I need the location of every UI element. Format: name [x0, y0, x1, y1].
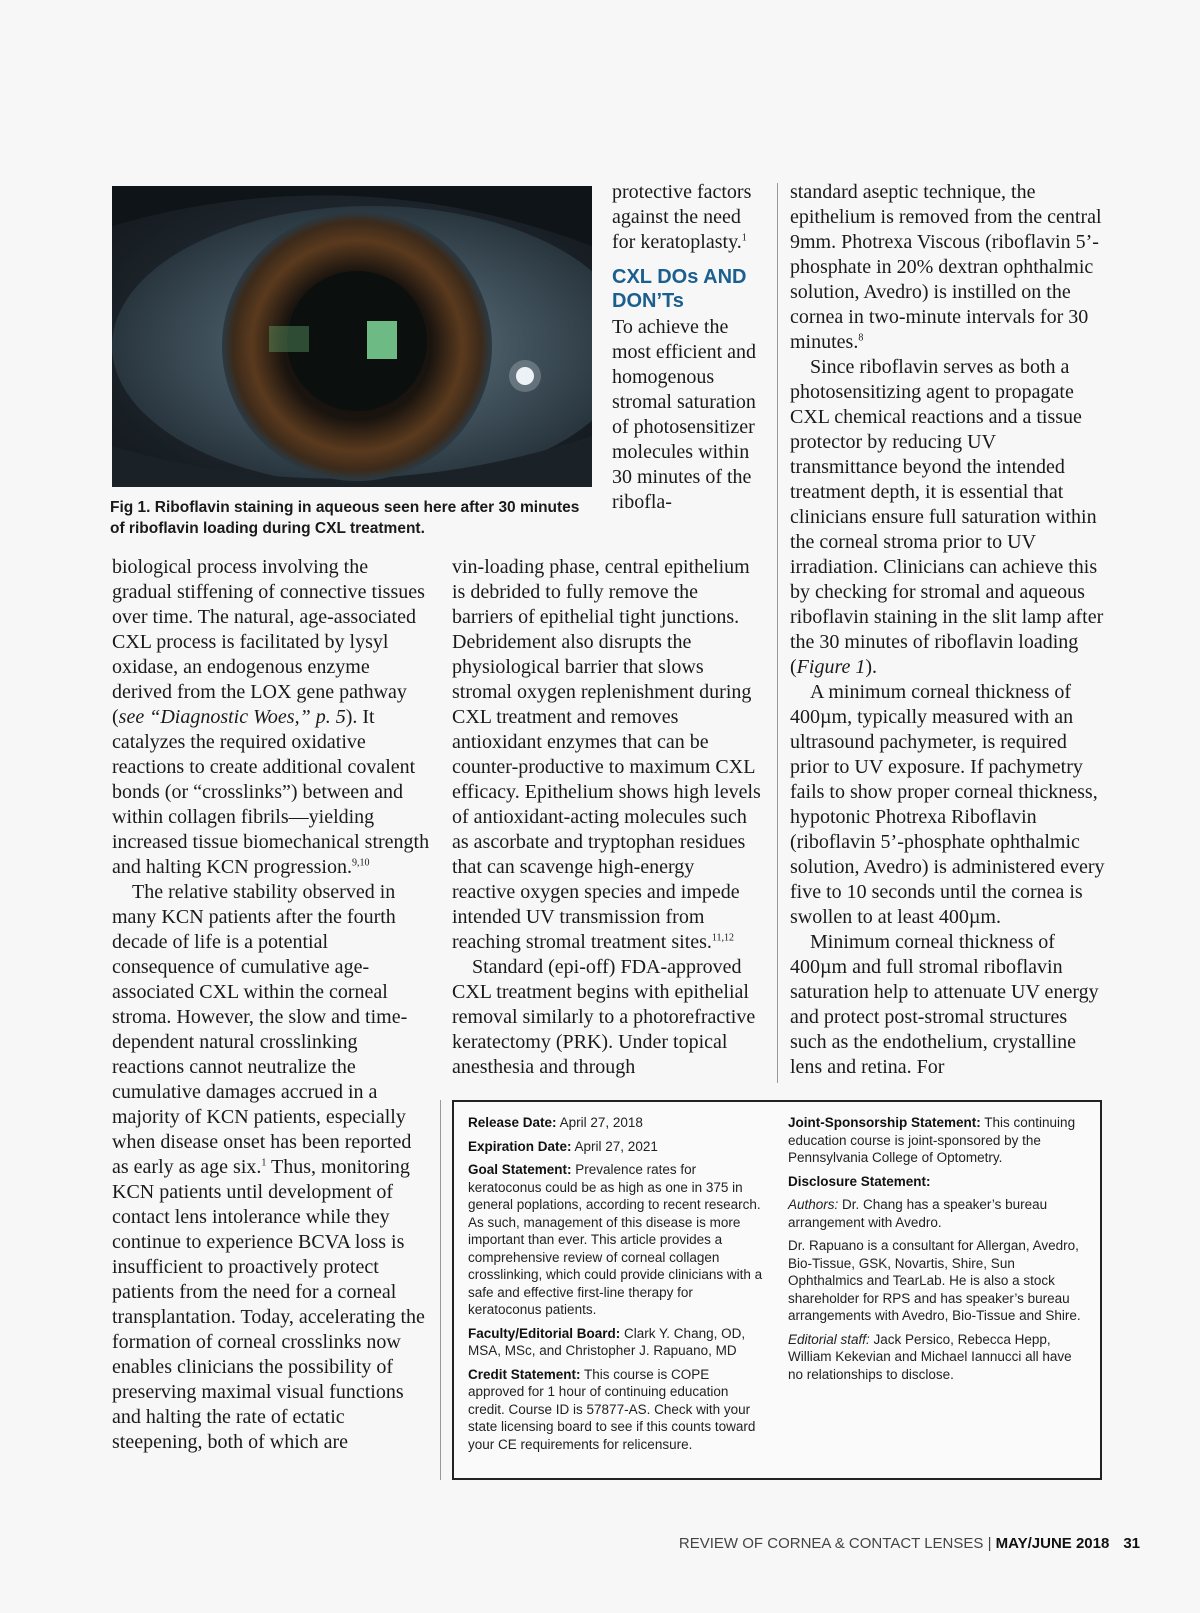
publication-name: REVIEW OF CORNEA & CONTACT LENSES: [678, 1535, 984, 1552]
paragraph: Minimum corneal thickness of 400µm and full stromal riboflavin saturation help to attenuate UV energy and protect post-stromal structures such as the endothelium, crystalline lens and retina. For: [790, 931, 1099, 1078]
column-3: [790, 180, 1108, 1080]
figure-caption: Fig 1. Riboflavin staining in aqueous seen here after 30 minutes of riboflavin loading during CXL treatment.: [110, 499, 580, 537]
expiration-date: Expiration Date: April 27, 2021: [468, 1138, 658, 1154]
info-box-left: [468, 1114, 766, 1459]
paragraph: standard aseptic technique, the epithelium is removed from the central 9mm. Photrexa Viscous (riboflavin 5’-phosphate in 20% dextran ophthalmic solution, Avedro) is instilled on the cornea in two-minute intervals for 30 minutes.$^8$: [790, 181, 1102, 353]
paragraph: Since riboflavin serves as both a photosensitizing agent to propagate CXL chemical reactions and a tissue protector by reducing UV transmittance beyond the intended treatment depth, it is essential that clinicians ensure full saturation within the corneal stroma prior to UV irradiation. Clinicians can achieve this by checking for stromal and aqueous riboflavin staining in the slit lamp after the 30 minutes of riboflavin loading (Figure 1).: [790, 356, 1104, 678]
page-footer: [640, 1535, 1140, 1552]
page-number: 31: [1123, 1535, 1140, 1552]
paragraph: Standard (epi-off) FDA-approved CXL treatment begins with epithelial removal similarly to a photorefractive keratectomy (PRK). Under topical anesthesia and through: [452, 956, 756, 1078]
issue-date: MAY/JUNE 2018: [995, 1535, 1110, 1552]
paragraph: To achieve the most efficient and homogenous stromal saturation of photosensitizer molecules within 30 minutes of the ribofla-: [612, 316, 757, 513]
faculty-board: Faculty/Editorial Board: Clark Y. Chang, OD, MSA, MSc, and Christopher J. Rapuano, MD: [468, 1325, 746, 1358]
release-date: Release Date: April 27, 2018: [468, 1115, 643, 1130]
figure-eye-photo: [112, 186, 592, 487]
paragraph: vin-loading phase, central epithelium is debrided to fully remove the barriers of epithelial tight junctions. Debridement also disrupts the physiological barrier that slows stromal oxygen replenishment during CXL treatment and removes antioxidant enzymes that can be counter-productive to maximum CXL efficacy. Epithelium shows high levels of antioxidant-acting molecules such as ascorbate and tryptophan residues that can scavenge high-energy reactive oxygen species and impede intended UV transmission from reaching stromal treatment sites.$^{11,12}$: [452, 556, 761, 953]
authors-disclosure: Authors: Dr. Chang has a speaker’s bureau arrangement with Avedro.: [788, 1197, 1048, 1230]
info-box-right: [788, 1114, 1088, 1389]
disclosure-heading: Disclosure Statement:: [788, 1173, 931, 1189]
column-2-top: [612, 180, 762, 515]
joint-sponsorship: Joint-Sponsorship Statement: This continuing education course is joint-sponsored by the Pennsylvania College of Optometry.: [788, 1115, 1076, 1165]
column-divider: [777, 183, 778, 1083]
paragraph: The relative stability observed in many KCN patients after the fourth decade of life is a potential consequence of cumulative age-associated CXL within the corneal stroma. However, the slow and time-dependent natural crosslinking reactions cannot neutralize the cumulative damages accrued in a majority of KCN patients, especially when disease onset has been reported as early as age six.$^1$ Thus, monitoring KCN patients until development of contact lens intolerance while they continue to experience BCVA loss is insufficient to proactively protect patients from the need for a corneal transplantation. Today, accelerating the formation of corneal crosslinks now enables clinicians the possibility of preserving maximal visual functions and halting the rate of ectatic steepening, both of which are: [112, 881, 425, 1453]
column-divider: [440, 1100, 441, 1480]
eye-image: [112, 186, 592, 487]
paragraph: biological process involving the gradual stiffening of connective tissues over time. The natural, age-associated CXL process is facilitated by lysyl oxidase, an endogenous enzyme derived from the LOX gene pathway (see “Diagnostic Woes,” p. 5). It catalyzes the required oxidative reactions to create additional covalent bonds (or “crosslinks”) between and within collagen fibrils—yielding increased tissue biomechanical strength and halting KCN progression.$^{9,10}$: [112, 556, 430, 878]
footer-separator: |: [983, 1535, 996, 1552]
goal-statement: Goal Statement: Prevalence rates for keratoconus could be as high as one in 375 in general poplations, according to recent research. As such, management of this disease is more important than ever. This article provides a comprehensive review of corneal collagen crosslinking, which could provide clinicians with a safe and effective first-line therapy for keratoconus patients.: [468, 1162, 763, 1317]
rapuano-disclosure: Dr. Rapuano is a consultant for Allergan, Avedro, Bio-Tissue, GSK, Novartis, Shire, Sun Ophthalmics and TearLab. He is also a stock shareholder for RPS and has speaker’s bureau arrangements with Avedro, Bio-Tissue and Shire.: [788, 1238, 1081, 1323]
editorial-disclosure: Editorial staff: Jack Persico, Rebecca Hepp, William Kekevian and Michael Iannucci all have no relationships to disclose.: [788, 1331, 1072, 1382]
ce-info-box: [452, 1100, 1102, 1480]
column-1: [112, 555, 430, 1455]
paragraph: A minimum corneal thickness of 400µm, typically measured with an ultrasound pachymeter, is required prior to UV exposure. If pachymetry fails to show proper corneal thickness, hypotonic Photrexa Riboflavin (riboflavin 5’-phosphate ophthalmic solution, Avedro) is administered every five to 10 seconds until the cornea is swollen to at least 400µm.: [790, 681, 1105, 928]
column-2: [452, 555, 762, 1080]
credit-statement: Credit Statement: This course is COPE approved for 1 hour of continuing education credit. Course ID is 57877-AS. Check with your state licensing board to see if this counts toward your CE requirements for relicensure.: [468, 1366, 756, 1452]
section-heading: CXL DOs AND DON’Ts: [612, 266, 747, 312]
paragraph: protective factors against the need for keratoplasty.$^1$: [612, 181, 752, 253]
